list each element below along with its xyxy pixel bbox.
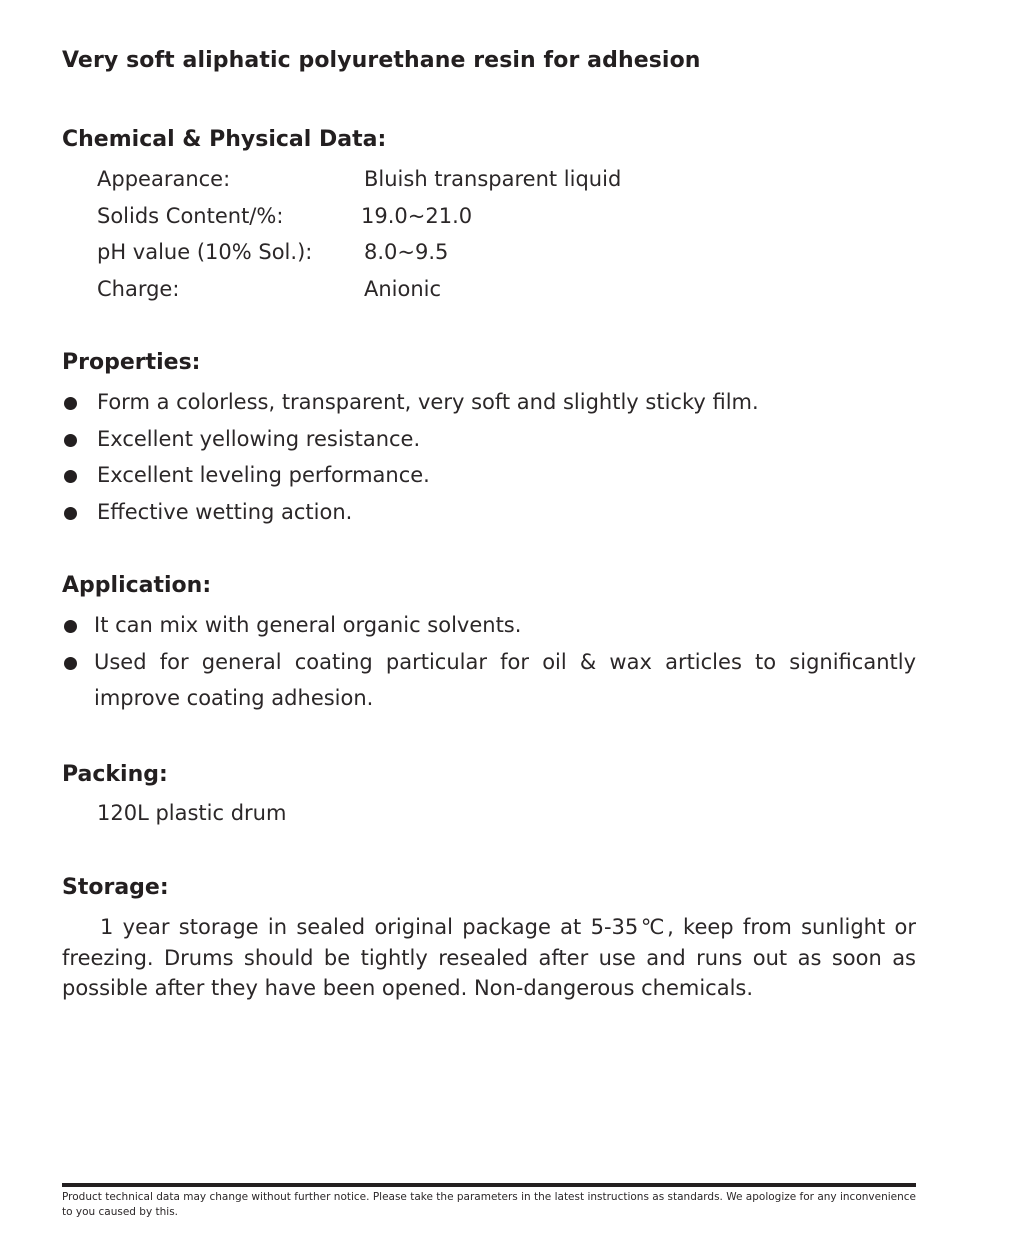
footer-divider [62,1183,916,1187]
bullet-icon [64,620,77,633]
data-label: Solids Content/%: [97,203,284,228]
list-item-text: Used for general coating particular for oil & wax articles to significantly improve coating adhesion. [94,649,916,710]
list-item [62,607,916,644]
list-item-text: Effective wetting action. [97,499,353,524]
list-item-text: Excellent yellowing resistance. [97,426,421,451]
list-item [62,421,916,458]
list-item [62,644,916,717]
packing-text: 120L plastic drum [97,801,287,825]
properties-heading: Properties: [62,350,201,375]
list-item [62,494,916,531]
application-list [62,607,916,717]
properties-list [62,384,916,530]
bullet-icon [64,434,77,447]
bullet-icon [64,397,77,410]
data-value: 8.0~9.5 [364,240,449,264]
data-value: Bluish transparent liquid [364,167,622,191]
chemical-physical-heading: Chemical & Physical Data: [62,127,387,152]
list-item-text: It can mix with general organic solvents. [94,613,522,637]
list-item-text: Excellent leveling performance. [97,463,430,487]
application-heading: Application: [62,573,212,598]
footer-disclaimer: Product technical data may change without further notice. Please take the parameters in the latest instructions as standards. We apologize for any inconvenience to you caused by this. [62,1191,916,1218]
storage-heading: Storage: [62,875,169,900]
data-label: pH value (10% Sol.): [97,240,313,264]
bullet-icon [64,657,77,670]
data-value: 19.0~21.0 [361,203,473,228]
storage-text: 1 year storage in sealed original package at 5-35℃, keep from sunlight or freezing. Drums should be tightly resealed after use and runs out as soon as possible after they have been opened. Non-dangerous chemicals. [62,915,916,1000]
data-label: Charge: [97,276,180,301]
bullet-icon [64,507,77,520]
bullet-icon [64,470,77,483]
packing-heading: Packing: [62,762,168,787]
list-item [62,384,916,421]
list-item-text: Form a colorless, transparent, very soft and slightly sticky film. [97,390,759,414]
list-item [62,457,916,494]
document-title: Very soft aliphatic polyurethane resin for adhesion [62,48,701,73]
data-label: Appearance: [97,167,231,191]
data-value: Anionic [364,276,442,301]
